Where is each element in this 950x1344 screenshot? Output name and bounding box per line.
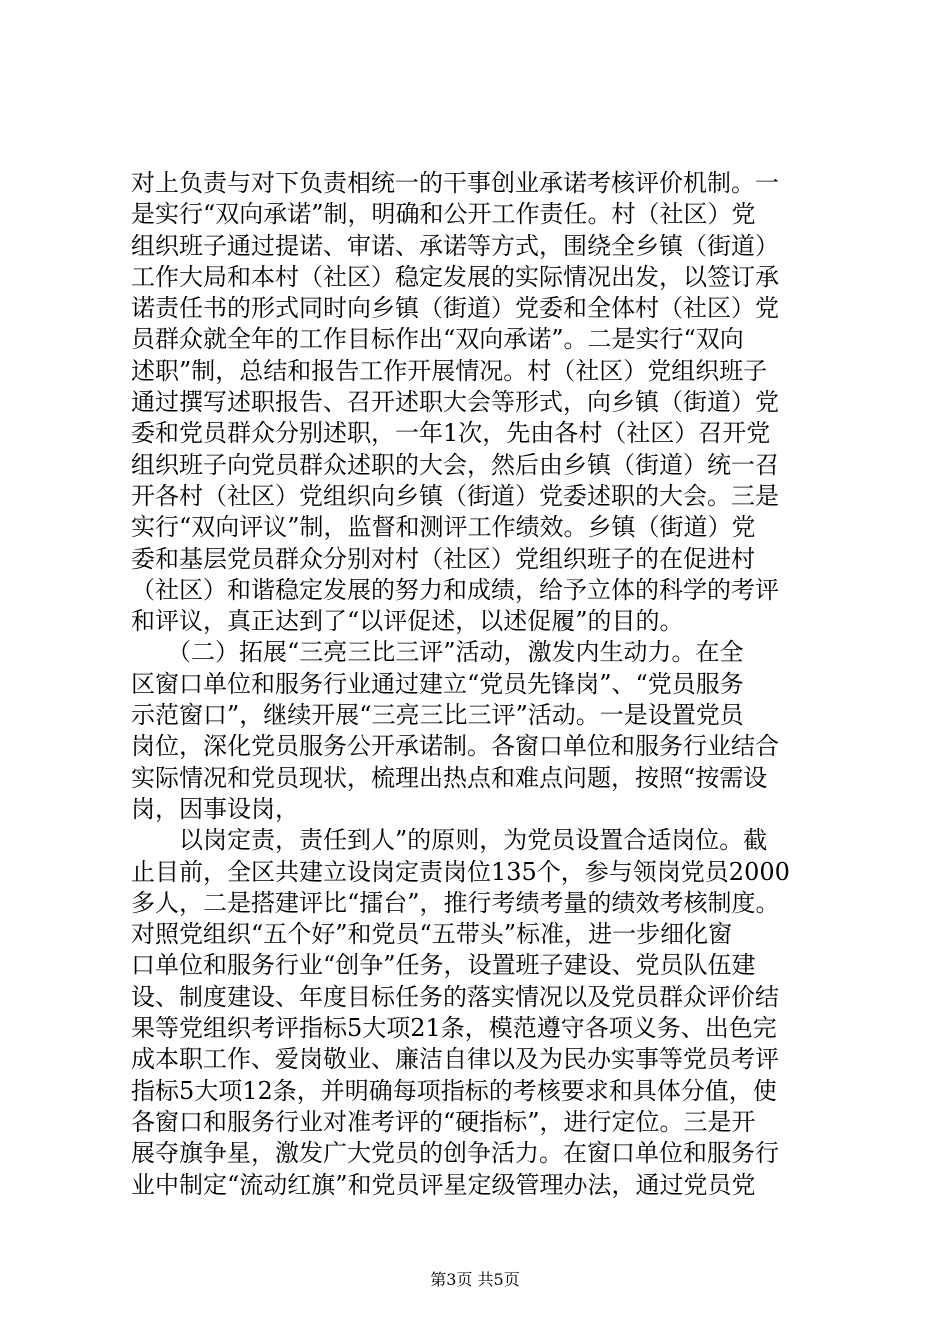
- text-line: 组织班子通过提诺、审诺、承诺等方式，围绕全乡镇（街道）: [131, 231, 779, 260]
- text-line: 设、制度建设、年度目标任务的落实情况以及党员群众评价结: [131, 982, 779, 1011]
- text-line: 组织班子向党员群众述职的大会，然后由乡镇（街道）统一召: [131, 450, 779, 479]
- text-line: （二）拓展“三亮三比三评”活动，激发内生动力。在全: [131, 638, 744, 667]
- text-line: 实际情况和党员现状，梳理出热点和难点问题，按照“按需设: [131, 763, 768, 792]
- text-line: 通过撰写述职报告、召开述职大会等形式，向乡镇（街道）党: [131, 388, 779, 417]
- text-line: 以岗定责，责任到人”的原则，为党员设置合适岗位。截: [131, 826, 768, 855]
- text-line: 委和基层党员群众分别对村（社区）党组织班子的在促进村: [131, 544, 755, 573]
- text-line: 区窗口单位和服务行业通过建立“党员先锋岗”、“党员服务: [131, 669, 744, 698]
- text-line: 各窗口和服务行业对准考评的“硬指标”，进行定位。三是开: [131, 1107, 756, 1136]
- text-line: 实行“双向评议”制，监督和测评工作绩效。乡镇（街道）党: [131, 513, 756, 542]
- text-line: 工作大局和本村（社区）稳定发展的实际情况出发，以签订承: [131, 262, 779, 291]
- text-line: 和评议，真正达到了“以评促述，以述促履”的目的。: [131, 607, 684, 636]
- text-line: 岗，因事设岗，: [131, 794, 299, 823]
- text-line: 诺责任书的形式同时向乡镇（街道）党委和全体村（社区）党: [131, 294, 779, 323]
- text-line: 止目前，全区共建立设岗定责岗位135个，参与领岗党员2000: [131, 857, 790, 886]
- text-line: 示范窗口”，继续开展“三亮三比三评”活动。一是设置党员: [131, 701, 744, 730]
- text-line: 展夺旗争星，激发广大党员的创争活力。在窗口单位和服务行: [131, 1139, 779, 1168]
- text-line: 是实行“双向承诺”制，明确和公开工作责任。村（社区）党: [131, 200, 756, 229]
- body-text: [131, 168, 831, 1201]
- text-line: 业中制定“流动红旗”和党员评星定级管理办法，通过党员党: [131, 1170, 756, 1199]
- text-line: 岗位，深化党员服务公开承诺制。各窗口单位和服务行业结合: [131, 732, 779, 761]
- text-line: 指标5大项12条，并明确每项指标的考核要求和具体分值，使: [131, 1076, 777, 1105]
- text-line: 述职”制，总结和报告工作开展情况。村（社区）党组织班子: [131, 356, 768, 385]
- text-line: （社区）和谐稳定发展的努力和成绩，给予立体的科学的考评: [131, 575, 779, 604]
- text-line: 对照党组织“五个好”和党员“五带头”标准，进一步细化窗: [131, 920, 733, 949]
- text-line: 口单位和服务行业“创争”任务，设置班子建设、党员队伍建: [131, 951, 756, 980]
- text-line: 员群众就全年的工作目标作出“双向承诺”。二是实行“双向: [131, 325, 744, 354]
- text-line: 对上负责与对下负责相统一的干事创业承诺考核评价机制。一: [131, 169, 779, 197]
- text-line: 开各村（社区）党组织向乡镇（街道）党委述职的大会。三是: [131, 481, 779, 510]
- text-line: 成本职工作、爱岗敬业、廉洁自律以及为民办实事等党员考评: [131, 1045, 779, 1074]
- text-line: 果等党组织考评指标5大项21条，模范遵守各项义务、出色完: [131, 1014, 777, 1043]
- page-number-footer: 第3页 共5页: [430, 1270, 520, 1289]
- text-line: 委和党员群众分别述职，一年1次，先由各村（社区）召开党: [131, 419, 771, 448]
- text-line: 多人，二是搭建评比“擂台”，推行考绩考量的绩效考核制度。: [131, 888, 780, 917]
